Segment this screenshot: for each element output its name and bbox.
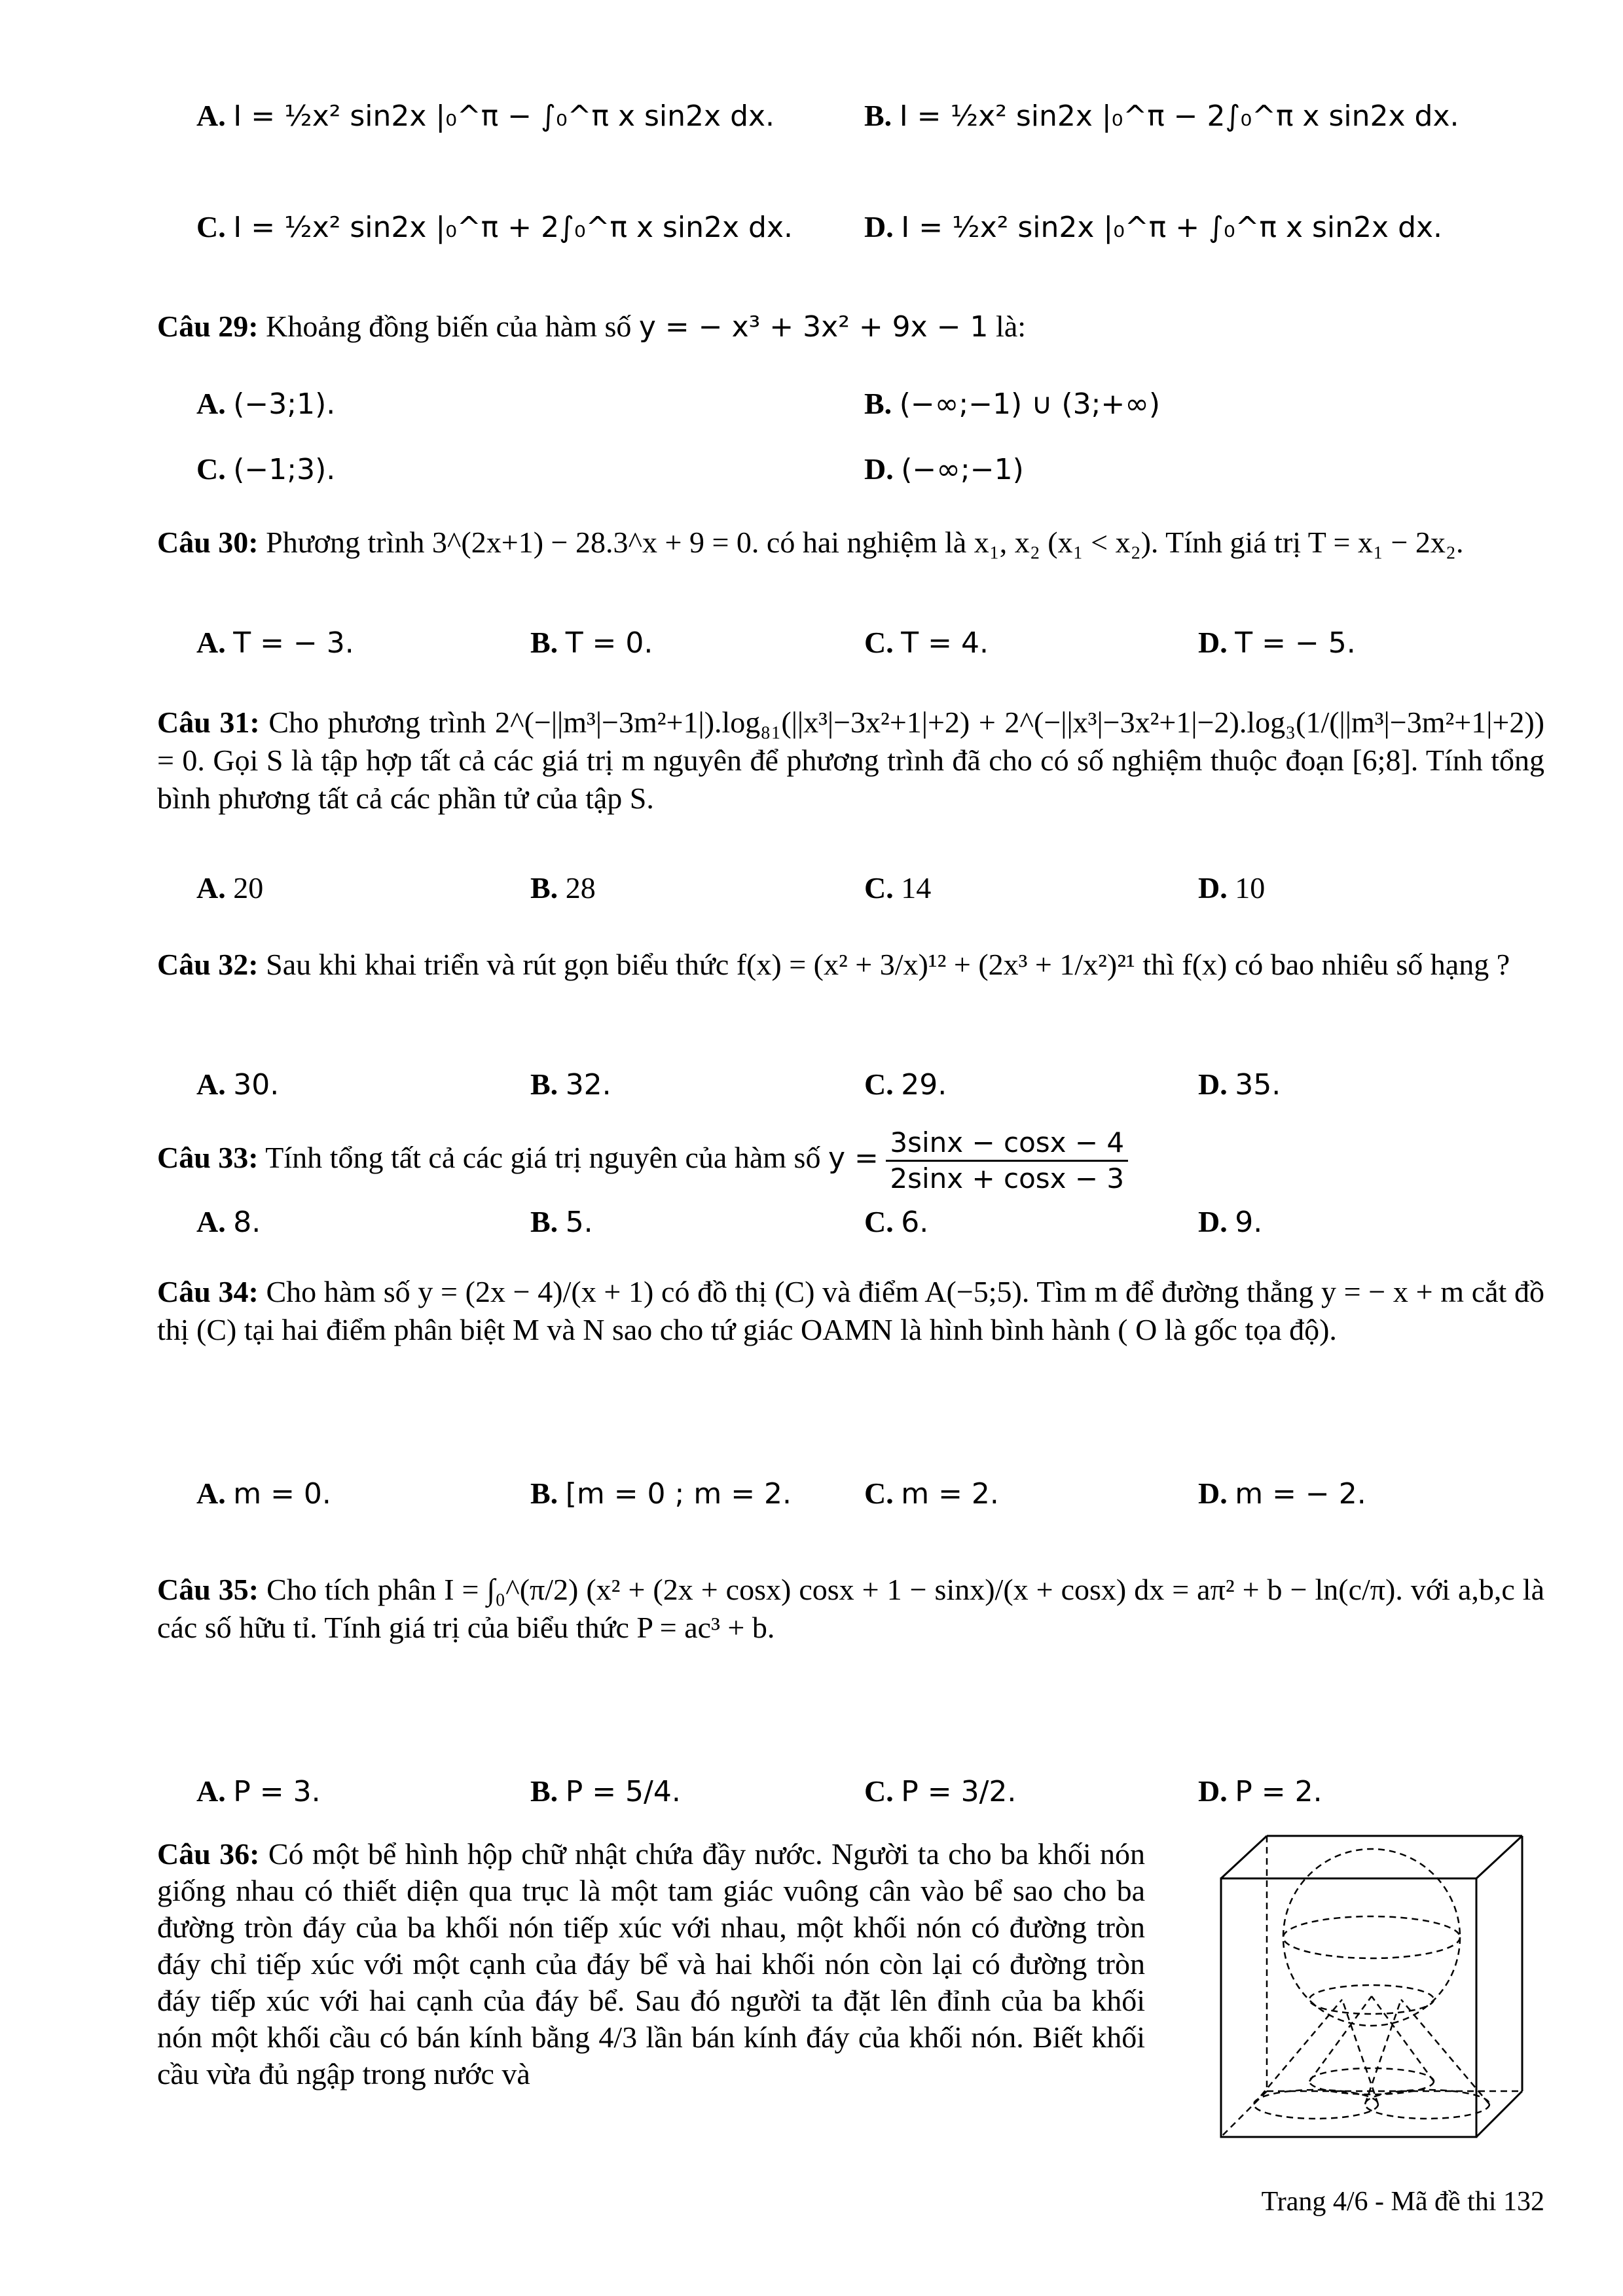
option-d: D. P = 2. [1198, 1774, 1322, 1808]
sphere-lower-circle [1309, 1985, 1434, 2014]
option-c: C. 6. [864, 1205, 929, 1239]
option-a: A. 8. [196, 1205, 261, 1239]
option-d: D. m = − 2. [1198, 1477, 1366, 1511]
question-text: Khoảng đồng biến của hàm số [266, 310, 632, 343]
option-c: C. T = 4. [864, 626, 989, 660]
option-b: B. 32. [530, 1067, 611, 1102]
option-b: B. (−∞;−1) ∪ (3;+∞) [864, 387, 1161, 421]
sphere-equator [1283, 1916, 1460, 1958]
prev-option-c: C. I = ½x² sin2x |₀^π + 2∫₀^π x sin2x dx. [196, 210, 793, 244]
option-a: A. T = − 3. [196, 626, 354, 660]
cone-base-left [1254, 2090, 1378, 2119]
question-36: Câu 36: Có một bể hình hộp chữ nhật chứa đầy nước. Người ta cho ba khối nón giống nhau có thiết diện qua trục là một tam giác vuông cân vào bể sao cho ba đường tròn đáy của ba khối nón tiếp xúc với nhau, một khối nón có đường tròn đáy chỉ tiếp xúc với một cạnh của đáy bể và hai khối nón còn lại có đường tròn đáy tiếp xúc với hai cạnh của đáy bể. Sau đó người ta đặt lên đỉnh của ba khối nón một khối cầu có bán kính bằng 4/3 lần bán kính đáy của khối nón. Biết khối cầu vừa đủ ngập trong nước và [157, 1837, 1146, 2090]
q34-options [157, 1476, 1544, 1522]
question-32: Câu 32: Sau khi khai triển và rút gọn biểu thức f(x) = (x² + 3/x)¹² + (2x³ + 1/x²)²¹ thì f(x) có bao nhiêu số hạng ? [157, 948, 1510, 981]
question-31: Câu 31: Cho phương trình 2^(−||m³|−3m²+1|).log₈₁(||x³|−3x²+1|+2) + 2^(−||x³|−3x²+1|−2).log₃(1/(||m³|−3m²+1|+2)) = 0. Gọi S là tập hợp tất cả các giá trị m nguyên để phương trình đã cho có số nghiệm thuộc đoạn [6;8]. Tính tổng bình phương tất cả các phần tử của tập S. [157, 706, 1544, 815]
tank-figure [1211, 1829, 1545, 2144]
option-b: B. T = 0. [530, 626, 653, 660]
option-c: C. 29. [864, 1067, 947, 1102]
cone-side [1342, 2000, 1378, 2104]
option-a: A. 30. [196, 1067, 280, 1102]
page-footer: Trang 4/6 - Mã đề thi 132 [1261, 2187, 1544, 2217]
option-b: B. 28 [530, 871, 596, 905]
prev-option-d: D. I = ½x² sin2x |₀^π + ∫₀^π x sin2x dx. [864, 210, 1443, 244]
q32-options [157, 1067, 1544, 1113]
option-c: C. m = 2. [864, 1477, 999, 1511]
q29-options-row-2 [157, 452, 1544, 511]
question-35: Câu 35: Cho tích phân I = ∫₀^(π/2) (x² + (2x + cosx) cosx + 1 − sinx)/(x + cosx) dx = aπ² + b − ln(c/π). với a,b,c là các số hữu tỉ. Tính giá trị của biểu thức P = ac³ + b. [157, 1573, 1544, 1644]
tank-top-edge-left [1221, 1836, 1267, 1878]
option-a: A. 20 [196, 871, 264, 905]
option-b: B. [m = 0 ; m = 2. [530, 1477, 792, 1511]
question-33: Câu 33: Tính tổng tất cả các giá trị nguyên của hàm số y = $\frac{3\sin x - \cos x - 4}{2\sin x + \cos x - 3}$ [157, 1126, 1544, 1196]
q35-options [157, 1774, 1544, 1820]
question-tail: là: [996, 310, 1027, 343]
prev-option-a: A. I = ½x² sin2x |₀^π − ∫₀^π x sin2x dx. [196, 99, 775, 133]
option-a: A. (−3;1). [196, 387, 336, 421]
tank-hidden-bottom-left [1221, 2091, 1267, 2137]
option-a: A. P = 3. [196, 1774, 321, 1808]
cone-base-right [1365, 2090, 1489, 2119]
prev-options-row-1 [157, 98, 1544, 157]
option-a: A. m = 0. [196, 1477, 331, 1511]
q33-options [157, 1204, 1544, 1250]
option-c: C. P = 3/2. [864, 1774, 1017, 1808]
sphere [1283, 1849, 1460, 2026]
question-label: Câu 29: [157, 310, 259, 343]
option-c: C. 14 [864, 871, 932, 905]
question-29 [157, 308, 1544, 346]
option-b: B. P = 5/4. [530, 1774, 681, 1808]
option-d: D. (−∞;−1) [864, 452, 1024, 486]
q31-options [157, 870, 1544, 916]
question-30: Câu 30: Phương trình 3^(2x+1) − 28.3^x + 9 = 0. có hai nghiệm là x₁, x₂ (x₁ < x₂). Tính giá trị T = x₁ − 2x₂. [157, 526, 1464, 559]
option-c: C. (−1;3). [196, 452, 336, 486]
question-34: Câu 34: Cho hàm số y = (2x − 4)/(x + 1) có đồ thị (C) và điểm A(−5;5). Tìm m để đường thẳng y = − x + m cắt đồ thị (C) tại hai điểm phân biệt M và N sao cho tứ giác OAMN là hình bình hành ( O là gốc tọa độ). [157, 1275, 1545, 1346]
option-b: B. 5. [530, 1205, 593, 1239]
cone-side [1365, 2000, 1401, 2104]
q29-options-row-1 [157, 386, 1544, 445]
tank-top-edge-right [1476, 1836, 1522, 1878]
question-formula: y = − x³ + 3x² + 9x − 1 [638, 310, 989, 344]
option-d: D. 35. [1198, 1067, 1281, 1102]
q33-fraction: $\frac{3\sin x - \cos x - 4}{2\sin x + \cos x - 3}$ [886, 1126, 1128, 1196]
tank-right-edge-bottom [1476, 2091, 1522, 2137]
option-d: D. T = − 5. [1198, 626, 1356, 660]
option-d: D. 9. [1198, 1205, 1263, 1239]
option-d: D. 10 [1198, 871, 1266, 905]
prev-option-b: B. I = ½x² sin2x |₀^π − 2∫₀^π x sin2x dx. [864, 99, 1459, 133]
q30-options [157, 625, 1544, 671]
prev-options-row-2 [157, 209, 1544, 268]
